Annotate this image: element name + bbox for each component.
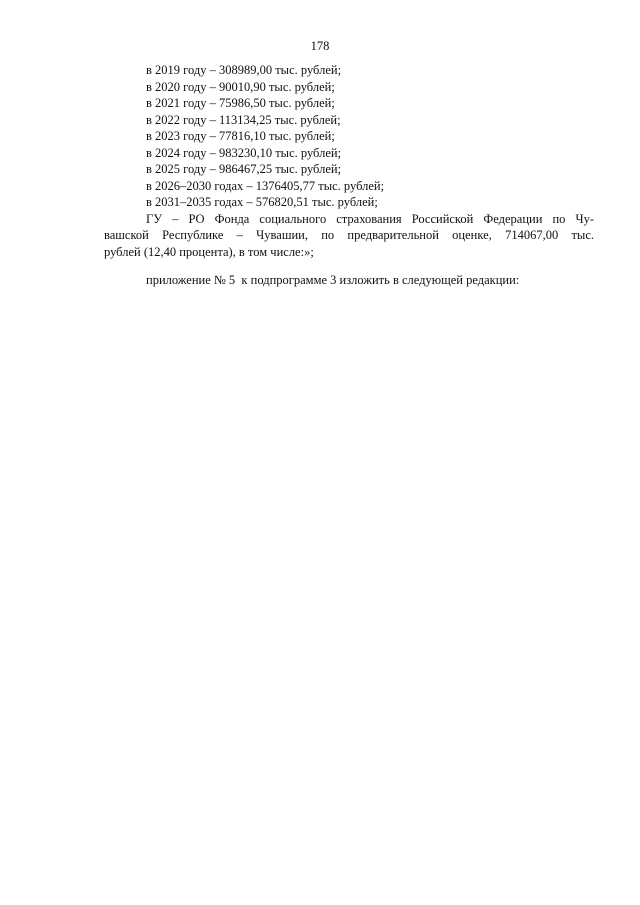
year-line-2019: в 2019 году – 308989,00 тыс. рублей;	[146, 63, 342, 77]
year-line-2021: в 2021 году – 75986,50 тыс. рублей;	[146, 96, 335, 110]
year-line-2025: в 2025 году – 986467,25 тыс. рублей;	[146, 162, 342, 176]
appendix-instruction: приложение № 5 к подпрограмме 3 изложить в следующей редакции:	[146, 273, 520, 287]
year-line-2023: в 2023 году – 77816,10 тыс. рублей;	[146, 129, 335, 143]
year-line-2031-2035: в 2031–2035 годах – 576820,51 тыс. рублей;	[146, 195, 378, 209]
year-line-2024: в 2024 году – 983230,10 тыс. рублей;	[146, 145, 342, 160]
year-line-2022: в 2022 году – 113134,25 тыс. рублей;	[146, 112, 341, 127]
year-line-2026-2030: в 2026–2030 годах – 1376405,77 тыс. рублей;	[146, 178, 385, 193]
year-line-2020: в 2020 году – 90010,90 тыс. рублей;	[146, 79, 335, 94]
page-number: 178	[310, 39, 330, 53]
fund-paragraph	[104, 211, 594, 261]
fund-paragraph-line: рублей (12,40 процента), в том числе:»;	[104, 244, 314, 259]
fund-paragraph-line: вашской Республике – Чувашии, по предварительной оценке, 714067,00 тыс.	[104, 228, 594, 242]
fund-paragraph-line: ГУ – РО Фонда социального страхования Российской Федерации по Чу-	[146, 211, 594, 226]
document-body	[104, 62, 594, 260]
